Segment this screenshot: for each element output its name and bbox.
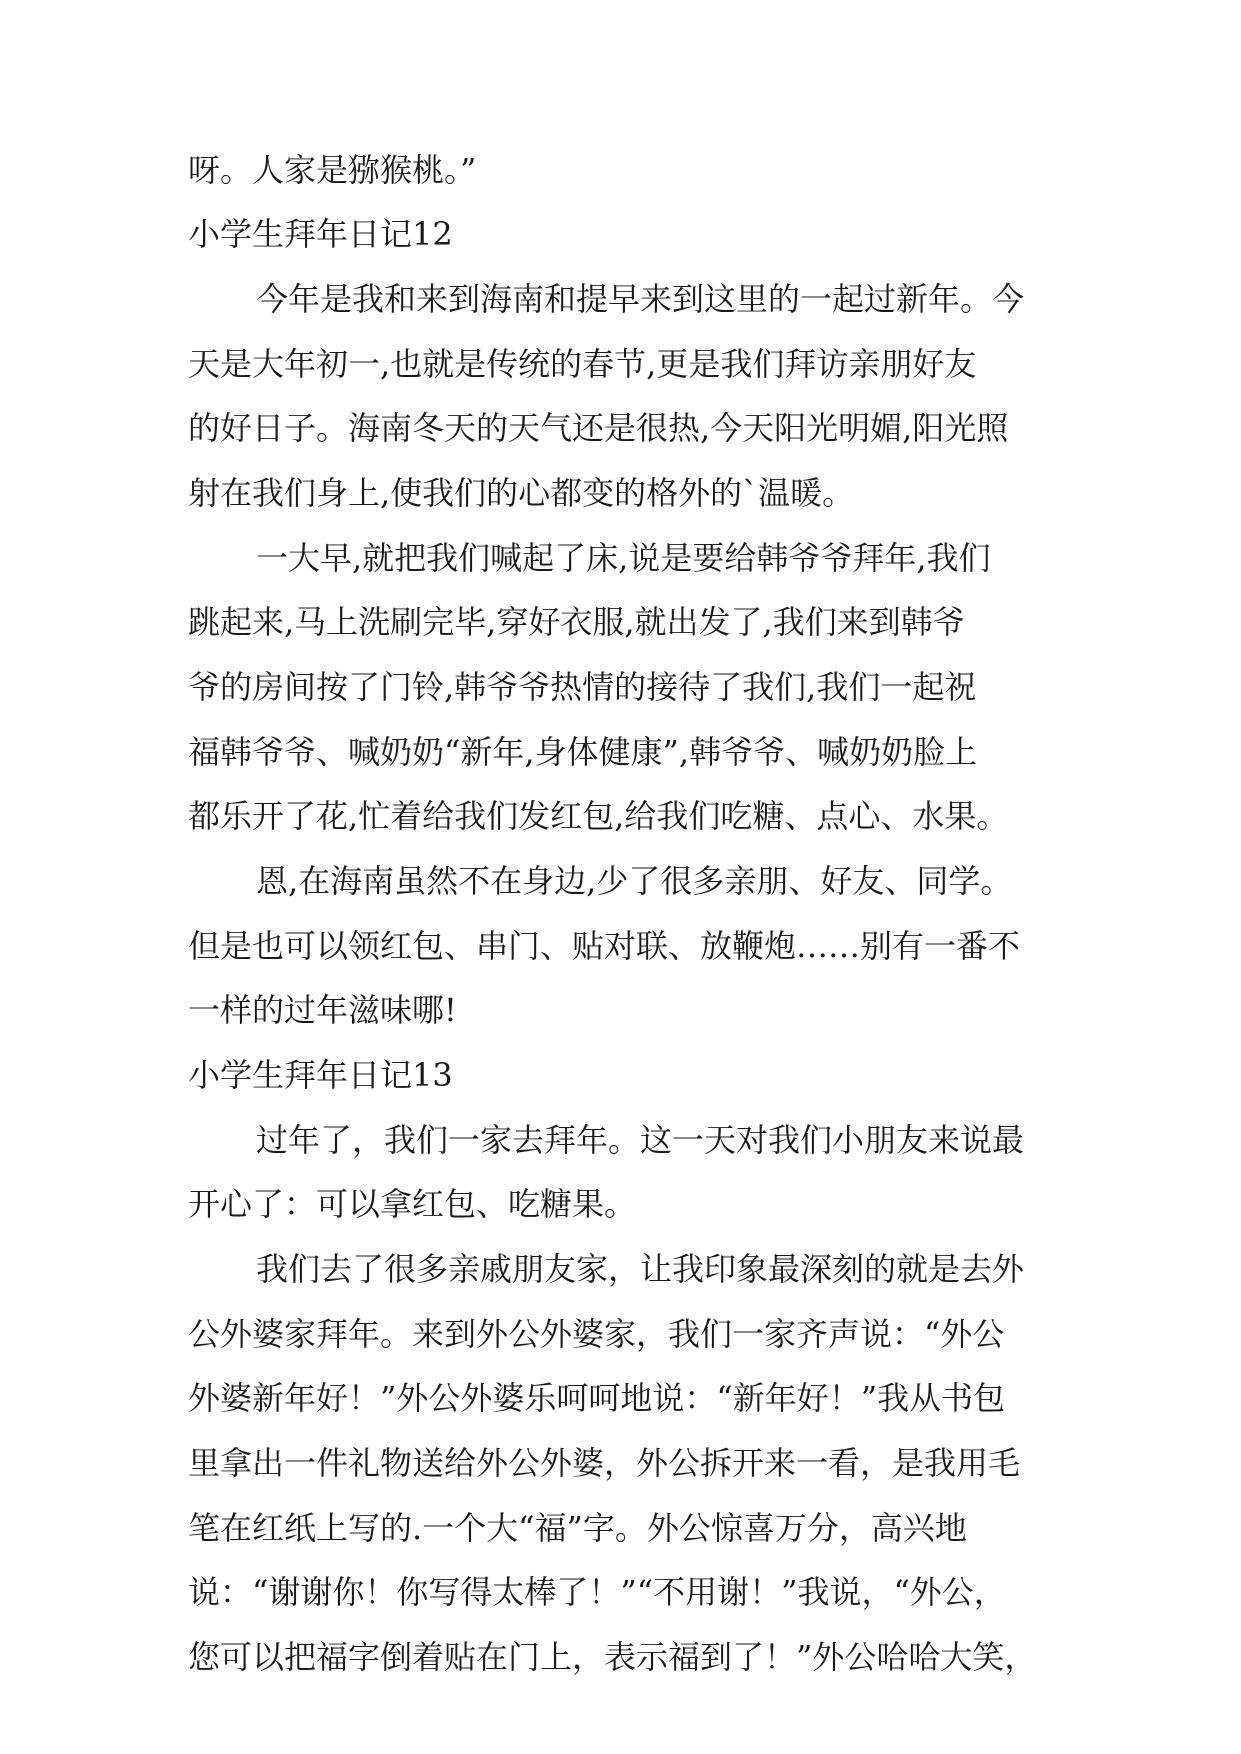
text-line: 说：“谢谢你！你写得太棒了！”“不用谢！”我说，“外公， <box>188 1573 1006 1611</box>
text-line: 笔在红纸上写的.一个大“福”字。外公惊喜万分，高兴地 <box>188 1509 967 1547</box>
section-heading: 小学生拜年日记13 <box>188 1056 453 1094</box>
text-line: 射在我们身上,使我们的心都变的格外的`温暖。 <box>188 474 855 512</box>
section-heading: 小学生拜年日记12 <box>188 215 453 253</box>
text-line: 但是也可以领红包、串门、贴对联、放鞭炮……别有一番不 <box>188 927 1021 965</box>
text-line: 爷的房间按了门铃,韩爷爷热情的接待了我们,我们一起祝 <box>188 668 977 706</box>
text-line: 的好日子。海南冬天的天气还是很热,今天阳光明媚,阳光照 <box>188 409 1009 447</box>
text-line: 里拿出一件礼物送给外公外婆，外公拆开来一看，是我用毛 <box>188 1444 1021 1482</box>
text-line: 过年了，我们一家去拜年。这一天对我们小朋友来说最 <box>256 1121 1025 1159</box>
text-line: 外婆新年好！”外公外婆乐呵呵地说：“新年好！”我从书包 <box>188 1379 1006 1417</box>
text-line: 公外婆家拜年。来到外公外婆家，我们一家齐声说：“外公 <box>188 1315 1005 1353</box>
text-line: 跳起来,马上洗刷完毕,穿好衣服,就出发了,我们来到韩爷 <box>188 603 965 641</box>
text-line: 今年是我和来到海南和提早来到这里的一起过新年。今 <box>256 280 1025 318</box>
text-line: 呀。人家是猕猴桃。” <box>188 151 477 189</box>
text-line: 一样的过年滋味哪! <box>188 991 457 1029</box>
text-line: 我们去了很多亲戚朋友家，让我印象最深刻的就是去外 <box>256 1250 1025 1288</box>
text-line: 一大早,就把我们喊起了床,说是要给韩爷爷拜年,我们 <box>256 539 991 577</box>
text-line: 开心了：可以拿红包、吃糖果。 <box>188 1185 637 1223</box>
text-line: 天是大年初一,也就是传统的春节,更是我们拜访亲朋好友 <box>188 345 977 383</box>
text-line: 恩,在海南虽然不在身边,少了很多亲朋、好友、同学。 <box>256 862 1013 900</box>
text-line: 福韩爷爷、喊奶奶“新年,身体健康”,韩爷爷、喊奶奶脸上 <box>188 733 978 771</box>
text-line: 都乐开了花,忙着给我们发红包,给我们吃糖、点心、水果。 <box>188 797 1009 835</box>
text-line: 您可以把福字倒着贴在门上，表示福到了！”外公哈哈大笑， <box>188 1638 1037 1676</box>
